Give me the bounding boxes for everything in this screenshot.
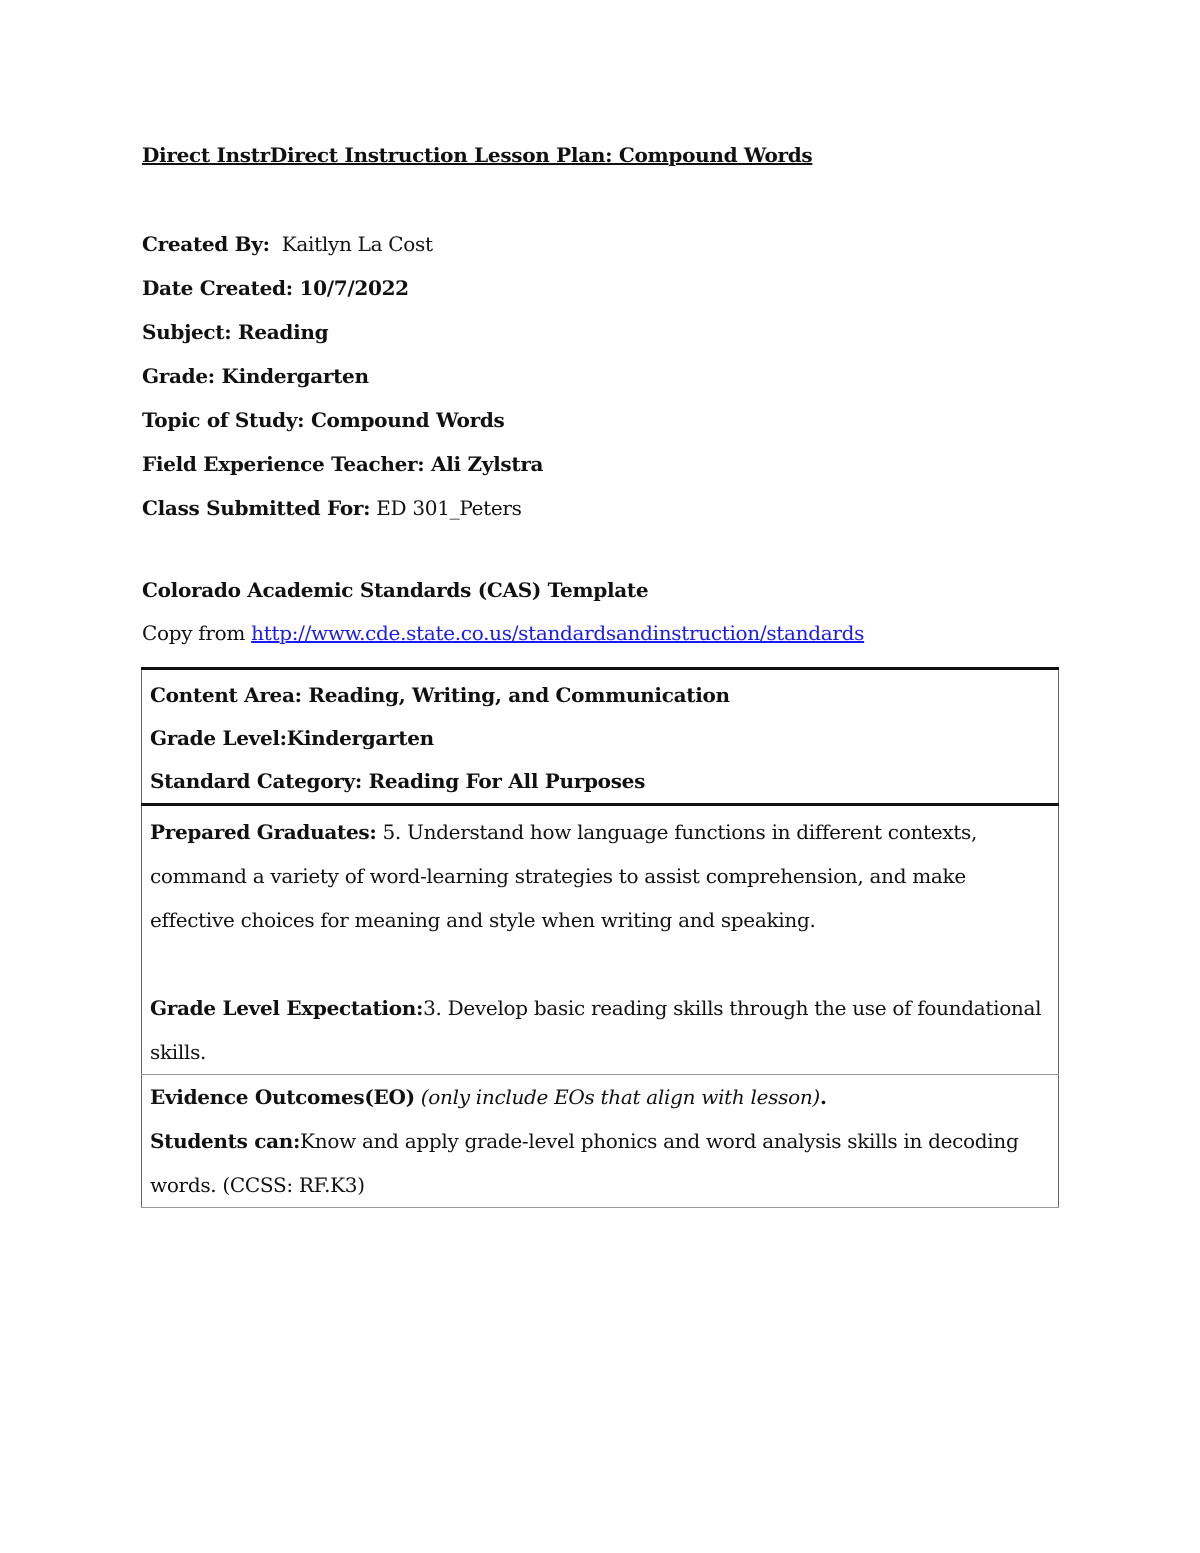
evidence-outcomes: [150, 1075, 1050, 1119]
prepared-graduates: [150, 810, 1050, 942]
students-can-label: Students can:: [150, 1129, 301, 1153]
meta-class-submitted: [142, 492, 543, 536]
gle-text: 3. Develop basic reading skills through the use of foundational skills.: [150, 996, 1042, 1064]
meta-created-by: [142, 228, 543, 272]
meta-label: Class Submitted For:: [142, 496, 371, 520]
meta-subject: [142, 316, 543, 360]
meta-field-teacher: [142, 448, 543, 492]
meta-grade: [142, 360, 543, 404]
evidence-outcomes-cell: [142, 1075, 1059, 1208]
prepared-graduates-text: 5. Understand how language functions in different contexts, command a variety of word-learning strategies to assist comprehension, and make effective choices for meaning and style when writing and speaking.: [150, 820, 978, 932]
meta-topic: [142, 404, 543, 448]
meta-value: 10/7/2022: [292, 276, 409, 300]
prepared-graduates-cell: [142, 805, 1059, 1075]
lesson-meta-list: [142, 228, 543, 536]
standards-link[interactable]: http://www.cde.state.co.us/standardsandinstruction/standards: [251, 621, 865, 645]
meta-value: Compound Words: [304, 408, 505, 432]
table-row: [142, 669, 1059, 805]
eo-note: (only include EOs that align with lesson): [414, 1085, 820, 1109]
grade-level: Grade Level:Kindergarten: [150, 726, 434, 750]
meta-value: Ali Zylstra: [424, 452, 544, 476]
students-can: [150, 1119, 1050, 1207]
standards-header-cell: [142, 669, 1059, 805]
meta-value: ED 301_Peters: [370, 496, 522, 520]
table-row: [142, 805, 1059, 1075]
meta-date-created: [142, 272, 543, 316]
blank-line: [150, 942, 1050, 986]
meta-label: Subject:: [142, 320, 232, 344]
copy-prefix: Copy from: [142, 621, 252, 645]
prepared-graduates-label: Prepared Graduates:: [150, 820, 377, 844]
meta-value: Kindergarten: [214, 364, 369, 388]
standards-table: [141, 667, 1059, 1208]
document-title: Direct InstrDirect Instruction Lesson Plan: Compound Words: [142, 143, 813, 167]
meta-value: Reading: [231, 320, 329, 344]
eo-period: .: [819, 1085, 827, 1109]
meta-label: Topic of Study:: [142, 408, 305, 432]
students-can-text: Know and apply grade-level phonics and word analysis skills in decoding words. (CCSS: RF.K3): [150, 1129, 1019, 1197]
standard-category: Standard Category: Reading For All Purposes: [150, 769, 646, 793]
content-area: Content Area: Reading, Writing, and Communication: [150, 683, 730, 707]
cas-heading: Colorado Academic Standards (CAS) Template: [142, 578, 649, 602]
meta-label: Date Created:: [142, 276, 293, 300]
grade-level-expectation: [150, 986, 1050, 1074]
gle-label: Grade Level Expectation:: [150, 996, 424, 1020]
meta-label: Field Experience Teacher:: [142, 452, 425, 476]
table-row: [142, 1075, 1059, 1208]
copy-from-line: [142, 621, 864, 645]
meta-value: Kaitlyn La Cost: [269, 232, 433, 256]
meta-label: Created By:: [142, 232, 270, 256]
eo-label: Evidence Outcomes(EO): [150, 1085, 415, 1109]
meta-label: Grade:: [142, 364, 215, 388]
